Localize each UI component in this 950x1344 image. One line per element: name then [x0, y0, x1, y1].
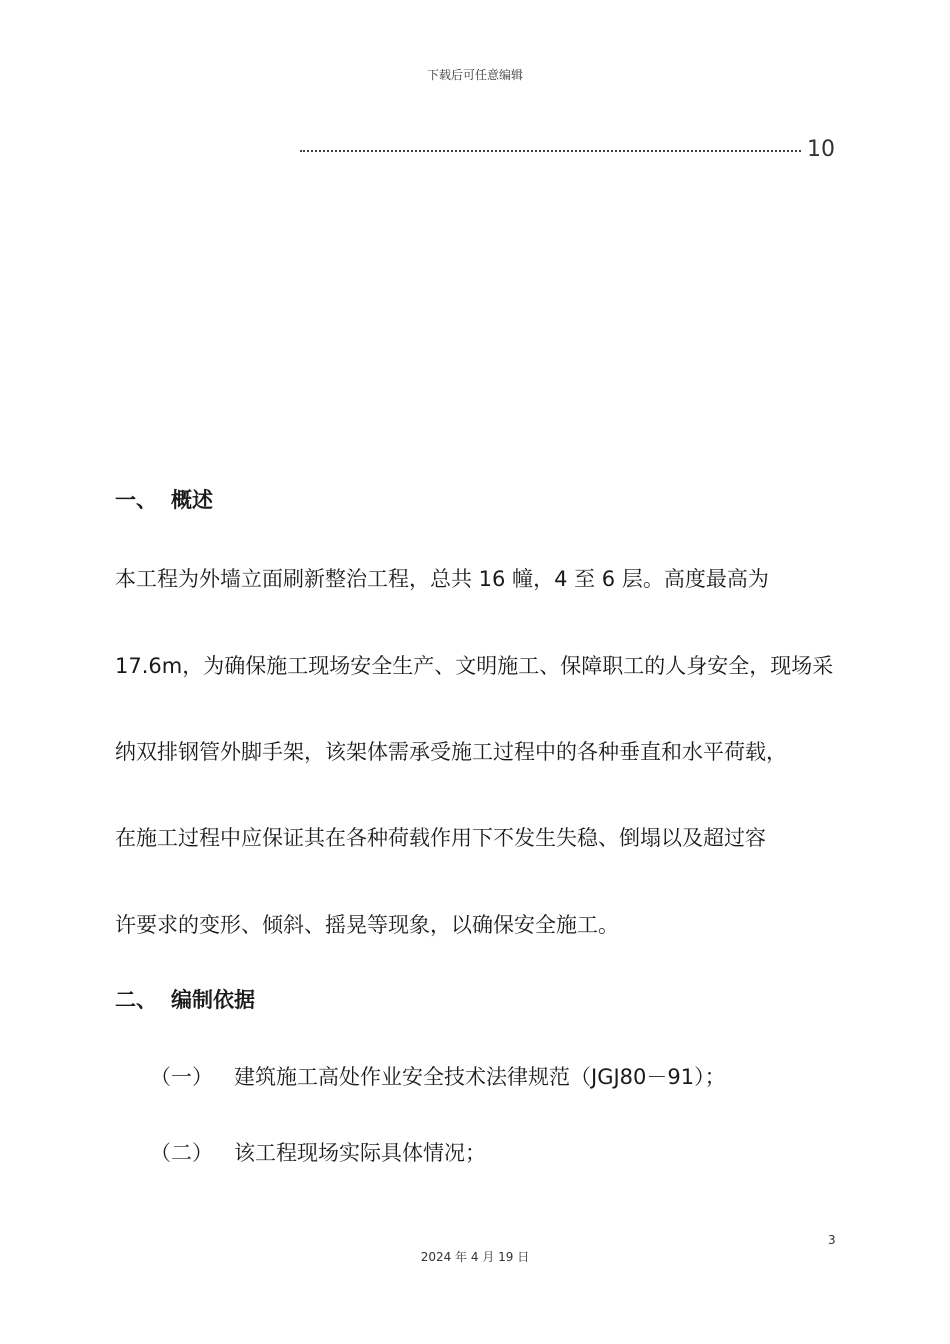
section-heading-basis	[115, 984, 255, 1014]
toc-entry	[300, 136, 835, 164]
section-number: 一、	[115, 488, 157, 512]
paragraph-line: 纳双排钢管外脚手架，该架体需承受施工过程中的各种垂直和水平荷载，	[115, 740, 787, 764]
footer-date: 2024 年 4 月 19 日	[420, 1250, 530, 1264]
paragraph-line: 许要求的变形、倾斜、摇晃等现象，以确保安全施工。	[115, 913, 619, 937]
section-heading-overview	[115, 484, 213, 514]
list-item-text: 该工程现场实际具体情况；	[234, 1141, 486, 1165]
list-item	[150, 1137, 486, 1167]
list-item-number: （一）	[150, 1065, 213, 1089]
section-title: 概述	[171, 488, 213, 512]
section-number: 二、	[115, 988, 157, 1012]
header-note: 下载后可任意编辑	[426, 68, 523, 82]
list-item	[150, 1061, 726, 1091]
list-item-text: 建筑施工高处作业安全技术法律规范（JGJ80－91）；	[234, 1065, 726, 1089]
page-number: 3	[828, 1233, 836, 1247]
toc-page-number: 10	[807, 137, 835, 162]
paragraph-line: 在施工过程中应保证其在各种荷载作用下不发生失稳、倒塌以及超过容	[115, 826, 766, 850]
toc-dot-leader	[300, 150, 801, 152]
paragraph-line: 本工程为外墙立面刷新整治工程，总共 16 幢，4 至 6 层。高度最高为	[115, 567, 769, 591]
section-title: 编制依据	[171, 988, 255, 1012]
paragraph-line: 17.6m，为确保施工现场安全生产、文明施工、保障职工的人身安全，现场采	[115, 654, 834, 678]
list-item-number: （二）	[150, 1141, 213, 1165]
